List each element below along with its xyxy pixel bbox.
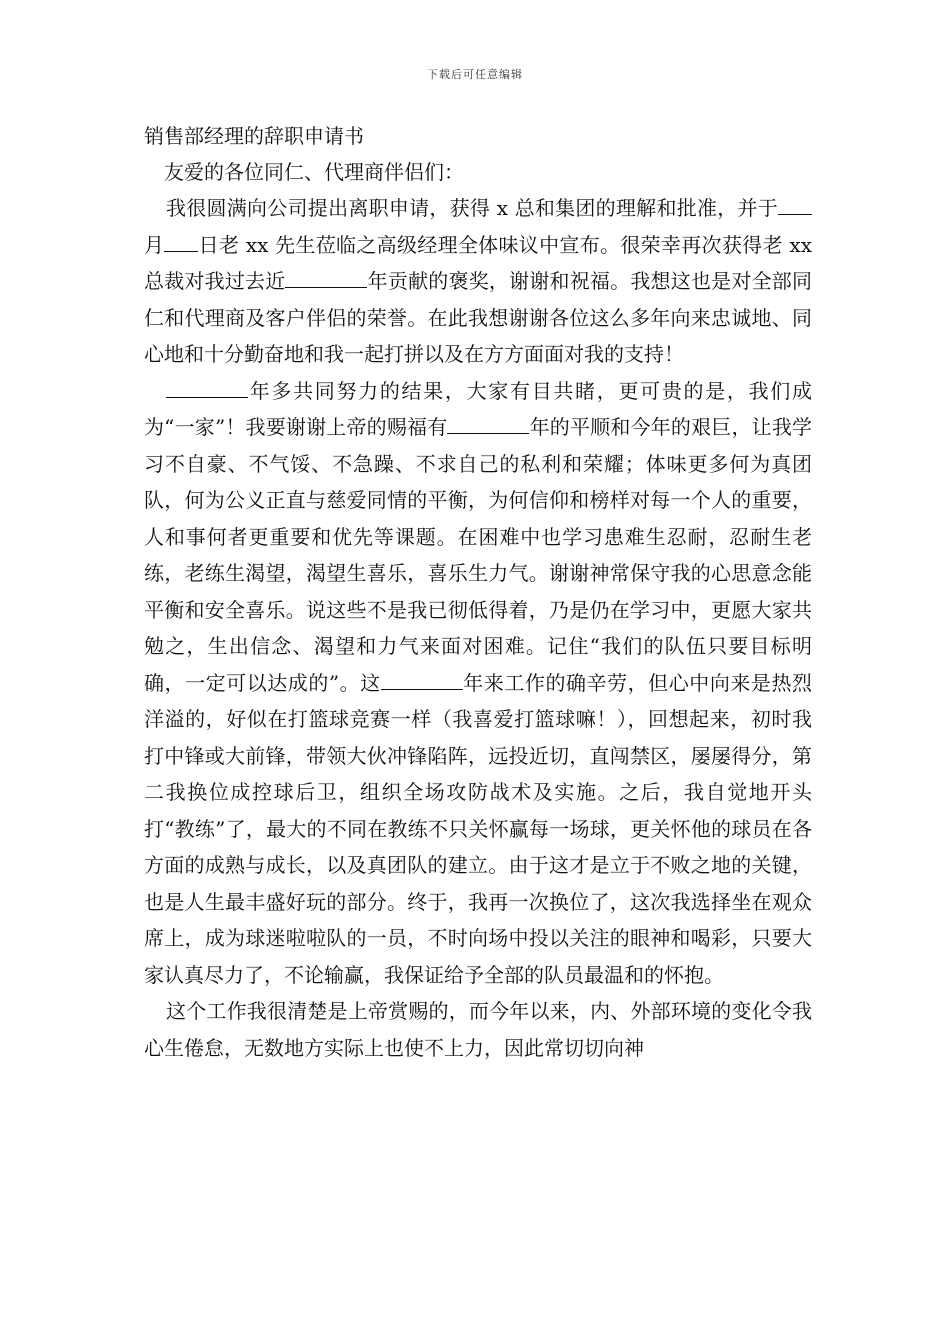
blank-years-start	[166, 380, 248, 398]
paragraph-3	[144, 993, 812, 1066]
paragraph-2-text-a: 年多共同努力的结果，大家有目共睹，更可贵的是，我们成为“一家”！我要谢谢上帝的赐福有	[144, 378, 812, 439]
paragraph-1-text-a: 我很圆满向公司提出离职申请，获得 x 总和集团的理解和批准，并于	[166, 196, 778, 220]
paragraph-2-text-c: 年来工作的确辛劳，但心中向来是热烈洋溢的，好似在打篮球竞赛一样（我喜爱打篮球嘛！），回想起来，初时我打中锋或大前锋，带领大伙冲锋陷阵，远投近切，直闯禁区，屡屡得分，第二我换位成控球后卫，组织全场攻防战术及实施。之后，我自觉地开头打“教练”了，最大的不同在教练不只关怀赢每一场球，更关怀他的球员在各方面的成熟与成长，以及真团队的建立。由于这才是立于不败之地的关键，也是人生最丰盛好玩的部分。终于，我再一次换位了，这次我选择坐在观众席上，成为球迷啦啦队的一员，不时向场中投以关注的眼神和喝彩，只要大家认真尽力了，不论输赢，我保证给予全部的队员最温和的怀抱。	[144, 670, 812, 987]
document-title: 销售部经理的辞职申请书	[144, 124, 364, 148]
paragraph-1	[144, 190, 812, 373]
paragraph-1-text-d: 年贡献的褒奖，谢谢和祝福。我想这也是对全部同仁和代理商及客户伴侣的荣誉。在此我想谢谢各位这么多年向来忠诚地、同心地和十分勤奋地和我一起打拼以及在方方面面对我的支持！	[144, 269, 813, 366]
paragraph-1-text-b: 月	[144, 232, 165, 257]
blank-years	[285, 270, 367, 288]
paragraph-2-text-b: 年的平顺和今年的艰巨，让我学习不自豪、不气馁、不急躁、不求自己的私利和荣耀；体味更多何为真团队，何为公义正直与慈爱同情的平衡，为何信仰和榜样对每一个人的重要，人和事何者更重要和优先等课题。在困难中也学习患难生忍耐，忍耐生老练，老练生渴望，渴望生喜乐，喜乐生力气。谢谢神常保守我的心思意念能平衡和安全喜乐。说这些不是我已彻低得着，乃是仍在学习中，更愿大家共勉之，生出信念、渴望和力气来面对困难。记住“我们的队伍只要目标明确，一定可以达成的”。这	[144, 415, 813, 695]
salutation: 友爱的各位同仁、代理商伴侣们：	[164, 160, 464, 184]
paragraph-3-text-a: 这个工作我很清楚是上帝赏赐的，而今年以来，内、外部环境的变化令我心生倦怠，无数地方实际上也使不上力，因此常切切向神	[144, 999, 812, 1060]
blank-month	[778, 197, 812, 215]
header-note: 下载后可任意编辑	[427, 68, 523, 81]
paragraph-1-text-c: 日老 xx 先生莅临之高级经理全体味议中宣布。很荣幸再次获得老 xx 总裁对我过去近	[144, 232, 812, 293]
document-body	[144, 118, 812, 1066]
blank-day	[164, 234, 198, 252]
blank-years-work	[381, 672, 463, 690]
blank-years-smooth	[447, 416, 529, 434]
paragraph-2	[144, 373, 812, 994]
